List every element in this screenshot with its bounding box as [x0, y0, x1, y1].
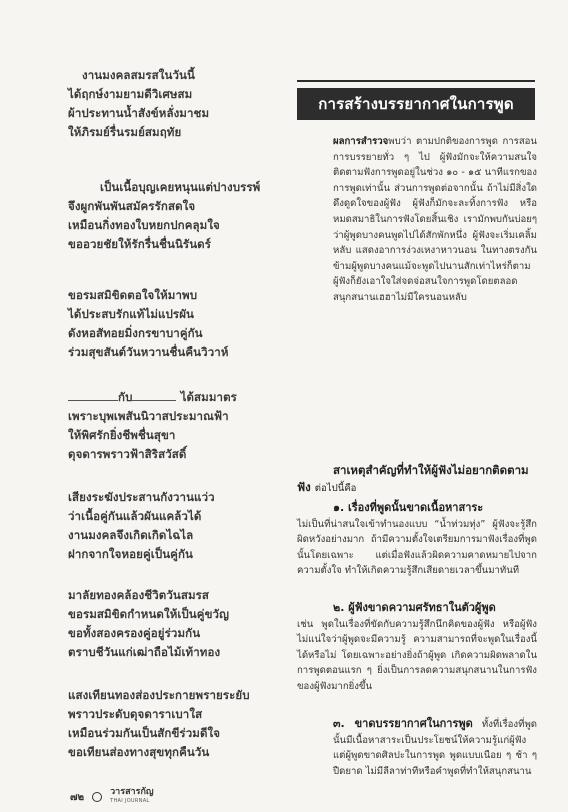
reason-2: [297, 600, 537, 695]
poem-stanza: [68, 178, 288, 254]
poem-line: ได้ประสบรักแท้ไม่แปรผัน: [68, 307, 195, 321]
poem-line: ตราบชีวันแก่เฒ่าถือไม้เท้าทอง: [68, 645, 221, 659]
poem-line-with-blanks: [68, 388, 288, 407]
magazine-logo-icon: [92, 792, 102, 802]
reason-3: [297, 716, 537, 779]
reason-1-title: ๑. เรื่องที่พูดนั้นขาดเนื้อหาสาระ: [333, 501, 484, 514]
poem-line: ได้ฤกษ์งามยามดีวิเศษสม: [68, 87, 193, 101]
poem-line: เสียงระฆังประสานกังวานแว่ว: [68, 490, 215, 504]
poem-stanza: [68, 388, 288, 464]
poem-line: ขอทั้งสองครองคู่อยู่ร่วมกัน: [68, 626, 201, 640]
poem-line: ให้พิศรักยิ่งชีพชื่นสุขา: [68, 428, 176, 442]
reason-1: [297, 500, 537, 579]
heading-tail: ต่อไปนี้คือ: [314, 483, 357, 494]
poem-stanza: [68, 66, 288, 142]
page-number: ๗๒: [70, 791, 85, 803]
poem-line: ขอรมสมิขิดตอใจให้มาพบ: [68, 288, 198, 302]
poem-stanza: [68, 586, 288, 662]
magazine-name: วารสารกัญ: [110, 787, 154, 797]
poem-line: จึงผูกพันพันสมัครรักสดใจ: [68, 199, 196, 213]
reason-3-title: ๓. ขาดบรรยากาศในการพูด: [333, 717, 473, 730]
poem-word: ได้สมมาตร: [180, 390, 237, 404]
poem-stanza: [68, 488, 288, 564]
magazine-logo: [110, 788, 153, 806]
poem-line: ฝากจากใจหอยคู่เป็นคู่กัน: [68, 547, 193, 561]
poem-line: ขอเทียนส่องทางสุขทุกคืนวัน: [68, 745, 210, 759]
poem-line: แสงเทียนทองส่องประกายพรายระยับ: [68, 688, 250, 702]
section-heading: [297, 462, 537, 497]
reason-3-text: ทั้งที่เรื่องที่พูดนั้นมีเนื้อหาสาระเป็นประโยชน์ให้ความรู้แก่ผู้ฟัง แต่ผู้พูดขาดศิลปะในการพูด พูดแบบเนือย ๆ ช้า ๆ ปืดยาด ไม่มีลีลาท่าทีหรือคำพูดที่ทำให้สนุกสนาน: [333, 719, 537, 777]
intro-text: พบว่า ตามปกติของการพูด การสอน การบรรยายทั่ว ๆ ไป ผู้ฟังมักจะให้ความสนใจติดตามฟังการพูดอยู่ในช่วง ๑๐ - ๑๕ นาทีแรกของการพูดเท่านั้น ส่วนการพูดต่อจากนั้น ถ้าไม่มีสิ่งใดดึงดูดใจของผู้ฟัง ผู้ฟังก็มักจะละทิ้งการฟัง หรือหมดสมาธิในการฟังโดยสิ้นเชิง เรามักพบกันบ่อยๆ ว่าผู้พูดบางคนพูดไปได้สักพักหนึ่ง ผู้ฟังจะเริ่มเคลิ้มหลับ แสดงอาการง่วงเหงาหาวนอน ในทางตรงกันข้ามผู้พูดบางคนแม้จะพูดไปนานสักเท่าไหร่ก็ตาม ผู้ฟังก็ยังเอาใจใส่จดจ่อสนใจการพูดโดยตลอด สนุกสนานเฮฮาไม่มีใครนอนหลับ: [333, 136, 537, 303]
poem-stanza: [68, 686, 288, 762]
poem-line: ว่าเนื้อคู่กันแล้วผันแคล้วได้: [68, 509, 202, 523]
poem-stanza: [68, 286, 288, 362]
poem-line: เพราะบุพเพสันนิวาสประมาณฟ้า: [68, 409, 229, 423]
poem-line: ผ้าประทานน้ำสังข์หลั่งมาชม: [68, 106, 210, 120]
poem-line: ให้ภิรมย์รื่นรมย์สมฤทัย: [68, 125, 182, 139]
magazine-subtitle: THAI JOURNAL: [110, 798, 150, 804]
poem-line: งานมงคลสมรสในวันนี้: [82, 68, 195, 82]
poem-line: เป็นเนื้อบุญเคยหนุนแต่ปางบรรพ์: [100, 180, 261, 194]
poem-line: ขอรมสมิขิดกำหนดให้เป็นคู่ขวัญ: [68, 607, 229, 621]
poem-line: มาลัยทองคล้องชีวิตวันสมรส: [68, 588, 210, 602]
poem-line: งานมงคลจึงเกิดเกิดไฉไล: [68, 528, 194, 542]
page-footer: [70, 788, 154, 806]
reason-2-title: ๒. ผู้ฟังขาดความศรัทธาในตัวผู้พูด: [333, 601, 496, 614]
reason-1-text: ไม่เป็นที่น่าสนใจเข้าทำนองแบบ “น้ำท่วมทุ่ง” ผู้ฟังจะรู้สึกผิดหวังอย่างมาก ถ้ามีความตั้งใจเตรียมการมาฟังเรื่องที่พูดนั้นโดยเฉพาะ แต่เมื่อฟังแล้วผิดความคาดหมายไปจากความตั้งใจ ทำให้เกิดความรู้สึกเสียดายเวลาขึ้นมาทันที: [297, 518, 537, 577]
poem-line: ดุจดารพราวฟ้าสิริสวัสดิ์: [68, 447, 187, 461]
article-title: การสร้างบรรยากาศในการพูด: [297, 88, 535, 120]
poem-word-with: กับ: [118, 390, 133, 404]
name-blank: [132, 390, 176, 401]
poem-line: เหมือนร่วมกันเป็นสักขีร่วมดีใจ: [68, 726, 221, 740]
poem-line: ดังหอสัทอยมิ่งกรขาบาคู่กัน: [68, 326, 203, 340]
reason-2-text: เช่น พูดในเรื่องที่ขัดกับความรู้สึกนึกคิดของผู้ฟัง หรือผู้ฟังไม่แน่ใจว่าผู้พูดจะมีความรู้ ความสามารถที่จะพูดในเรื่องนี้ได้หรือไม่ โดยเฉพาะอย่างยิ่งถ้าผู้พูด เกิดความผิดพลาดในการพูดตอนแรก ๆ ยิ่งเป็นการลดความสนุกสนานในการฟังของผู้ฟังมากยิ่งขึ้น: [297, 618, 537, 692]
intro-lead: ผลการสำรวจ: [333, 136, 389, 147]
poem-line: เหมือนกิ่งทองใบหยกปกคลุมใจ: [68, 218, 220, 232]
poem-line: ขออวยชัยให้รักรื่นชื่นนิรันดร์: [68, 237, 211, 251]
poem-line: พราวประดับดุจดาราเบาใส: [68, 707, 203, 721]
heading-text: สาเหตุสำคัญที่ทำให้ผู้ฟังไม่อยากติดตามฟัง: [297, 463, 529, 494]
article-intro: [297, 134, 537, 306]
title-rule: [297, 80, 535, 82]
name-blank: [68, 390, 118, 401]
poem-line: ร่วมสุขสันต์วันหวานชื่นคืนวิวาห์: [68, 345, 229, 359]
